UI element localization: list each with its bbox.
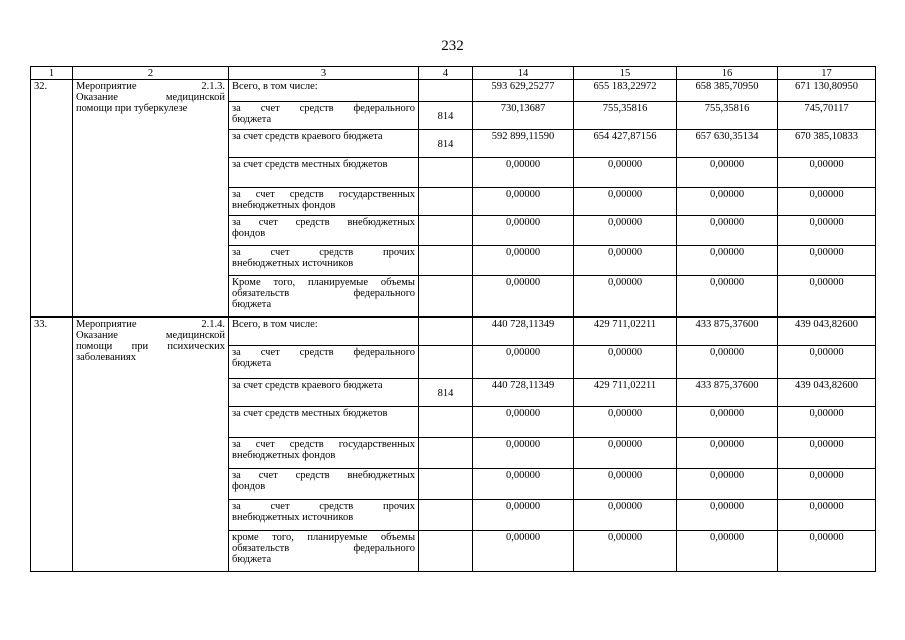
funding-source-line: за счет средств государственных	[232, 439, 415, 450]
funding-source-line: за счет средств прочих	[232, 501, 415, 512]
header-cell: 17	[778, 67, 876, 80]
funding-source	[229, 346, 419, 379]
funding-source-line: фондов	[232, 481, 266, 492]
value-16: 0,00000	[677, 500, 778, 531]
budget-code	[419, 216, 473, 246]
table-row	[31, 317, 876, 346]
value-17: 671 130,80950	[778, 80, 876, 102]
budget-code	[419, 531, 473, 572]
header-cell: 14	[473, 67, 574, 80]
value-14: 0,00000	[473, 438, 574, 469]
measure-title-line: Мероприятие 2.1.3.	[76, 81, 225, 92]
funding-source-line: за счет средств местных бюджетов	[232, 408, 388, 419]
value-16: 0,00000	[677, 407, 778, 438]
budget-code	[419, 469, 473, 500]
funding-source-line: кроме того, планируемые объемы	[232, 532, 415, 543]
value-15: 755,35816	[574, 102, 677, 130]
funding-source-line: фондов	[232, 228, 266, 239]
measure-title-line: помощи при психических	[76, 340, 225, 352]
funding-source-line: Всего, в том числе:	[232, 81, 318, 92]
value-17: 0,00000	[778, 216, 876, 246]
header-row	[31, 67, 876, 80]
value-17: 0,00000	[778, 346, 876, 379]
funding-source-line: за счет средств внебюджетных	[232, 470, 415, 481]
value-14: 0,00000	[473, 531, 574, 572]
value-17: 439 043,82600	[778, 379, 876, 407]
funding-source-line: за счет средств государственных	[232, 189, 415, 200]
value-14: 0,00000	[473, 188, 574, 216]
value-15: 0,00000	[574, 158, 677, 188]
measure-title	[73, 317, 229, 572]
measure-title	[73, 80, 229, 317]
funding-source-line: внебюджетных фондов	[232, 200, 336, 211]
value-16: 0,00000	[677, 276, 778, 317]
measure-title-line: Оказание медицинской	[76, 329, 225, 341]
value-16: 0,00000	[677, 158, 778, 188]
funding-source-line: за счет средств краевого бюджета	[232, 380, 383, 391]
header-cell: 16	[677, 67, 778, 80]
funding-source-line: за счет средств федерального	[232, 347, 415, 358]
header-cell: 4	[419, 67, 473, 80]
measure-title-line: помощи при туберкулезе	[76, 103, 188, 114]
budget-code	[419, 438, 473, 469]
value-16: 433 875,37600	[677, 379, 778, 407]
table-row	[31, 80, 876, 102]
value-16: 658 385,70950	[677, 80, 778, 102]
funding-source	[229, 407, 419, 438]
budget-code: 814	[419, 130, 473, 158]
funding-source	[229, 500, 419, 531]
funding-source	[229, 216, 419, 246]
funding-source-line: бюджета	[232, 554, 272, 565]
value-17: 0,00000	[778, 246, 876, 276]
measure-title-line: Оказание медицинской	[76, 92, 225, 103]
budget-code: 814	[419, 102, 473, 130]
header-cell: 3	[229, 67, 419, 80]
value-17: 0,00000	[778, 500, 876, 531]
value-14: 730,13687	[473, 102, 574, 130]
value-15: 0,00000	[574, 531, 677, 572]
value-17: 0,00000	[778, 276, 876, 317]
value-17: 0,00000	[778, 158, 876, 188]
budget-code: 814	[419, 379, 473, 407]
funding-source-line: бюджета	[232, 299, 272, 310]
funding-source	[229, 438, 419, 469]
value-16: 0,00000	[677, 469, 778, 500]
value-14: 0,00000	[473, 246, 574, 276]
funding-source	[229, 469, 419, 500]
value-16: 433 875,37600	[677, 317, 778, 346]
value-15: 0,00000	[574, 216, 677, 246]
funding-source	[229, 188, 419, 216]
funding-source	[229, 531, 419, 572]
funding-source	[229, 276, 419, 317]
funding-source-line: бюджета	[232, 358, 272, 369]
value-15: 0,00000	[574, 500, 677, 531]
value-14: 440 728,11349	[473, 379, 574, 407]
value-17: 745,70117	[778, 102, 876, 130]
row-number: 32.	[31, 80, 73, 317]
value-15: 0,00000	[574, 188, 677, 216]
value-16: 0,00000	[677, 216, 778, 246]
value-17: 0,00000	[778, 469, 876, 500]
funding-source-line: бюджета	[232, 114, 272, 125]
funding-source	[229, 317, 419, 346]
funding-source-line: за счет средств федерального	[232, 103, 415, 114]
funding-source-line: внебюджетных фондов	[232, 450, 336, 461]
budget-code	[419, 346, 473, 379]
value-15: 0,00000	[574, 346, 677, 379]
value-15: 0,00000	[574, 407, 677, 438]
header-cell: 15	[574, 67, 677, 80]
budget-code	[419, 407, 473, 438]
funding-source-line: Всего, в том числе:	[232, 318, 318, 330]
value-17: 670 385,10833	[778, 130, 876, 158]
funding-source-line: обязательств федерального	[232, 288, 415, 299]
value-14: 593 629,25277	[473, 80, 574, 102]
value-14: 440 728,11349	[473, 317, 574, 346]
header-cell: 1	[31, 67, 73, 80]
funding-source-line: Кроме того, планируемые объемы	[232, 277, 415, 288]
value-16: 755,35816	[677, 102, 778, 130]
funding-source	[229, 379, 419, 407]
value-14: 0,00000	[473, 500, 574, 531]
value-15: 429 711,02211	[574, 317, 677, 346]
value-14: 0,00000	[473, 346, 574, 379]
value-14: 0,00000	[473, 276, 574, 317]
funding-source	[229, 130, 419, 158]
budget-code	[419, 246, 473, 276]
funding-source	[229, 246, 419, 276]
value-15: 0,00000	[574, 438, 677, 469]
value-14: 0,00000	[473, 216, 574, 246]
budget-code	[419, 317, 473, 346]
value-17: 0,00000	[778, 438, 876, 469]
funding-source	[229, 158, 419, 188]
measure-title-line: заболеваниях	[76, 351, 136, 363]
value-16: 0,00000	[677, 438, 778, 469]
value-16: 0,00000	[677, 531, 778, 572]
value-16: 0,00000	[677, 246, 778, 276]
value-14: 0,00000	[473, 158, 574, 188]
funding-source-line: за счет средств прочих	[232, 247, 415, 258]
page-number: 232	[441, 38, 464, 54]
funding-source	[229, 102, 419, 130]
budget-code	[419, 158, 473, 188]
funding-source-line: внебюджетных источников	[232, 512, 354, 523]
value-16: 657 630,35134	[677, 130, 778, 158]
value-15: 655 183,22972	[574, 80, 677, 102]
funding-source	[229, 80, 419, 102]
budget-code	[419, 276, 473, 317]
funding-source-line: обязательств федерального	[232, 543, 415, 554]
funding-source-line: за счет средств внебюджетных	[232, 217, 415, 228]
value-16: 0,00000	[677, 188, 778, 216]
budget-table	[30, 66, 876, 572]
header-cell: 2	[73, 67, 229, 80]
value-15: 0,00000	[574, 276, 677, 317]
value-14: 592 899,11590	[473, 130, 574, 158]
funding-source-line: внебюджетных источников	[232, 258, 354, 269]
value-15: 654 427,87156	[574, 130, 677, 158]
value-17: 0,00000	[778, 407, 876, 438]
value-17: 0,00000	[778, 188, 876, 216]
funding-source-line: за счет средств краевого бюджета	[232, 131, 383, 142]
value-14: 0,00000	[473, 407, 574, 438]
budget-code	[419, 500, 473, 531]
row-number: 33.	[31, 317, 73, 572]
value-15: 429 711,02211	[574, 379, 677, 407]
measure-title-line: Мероприятие 2.1.4.	[76, 318, 225, 330]
budget-code	[419, 80, 473, 102]
budget-code	[419, 188, 473, 216]
value-16: 0,00000	[677, 346, 778, 379]
value-14: 0,00000	[473, 469, 574, 500]
value-15: 0,00000	[574, 246, 677, 276]
funding-source-line: за счет средств местных бюджетов	[232, 159, 388, 170]
value-17: 0,00000	[778, 531, 876, 572]
value-17: 439 043,82600	[778, 317, 876, 346]
value-15: 0,00000	[574, 469, 677, 500]
